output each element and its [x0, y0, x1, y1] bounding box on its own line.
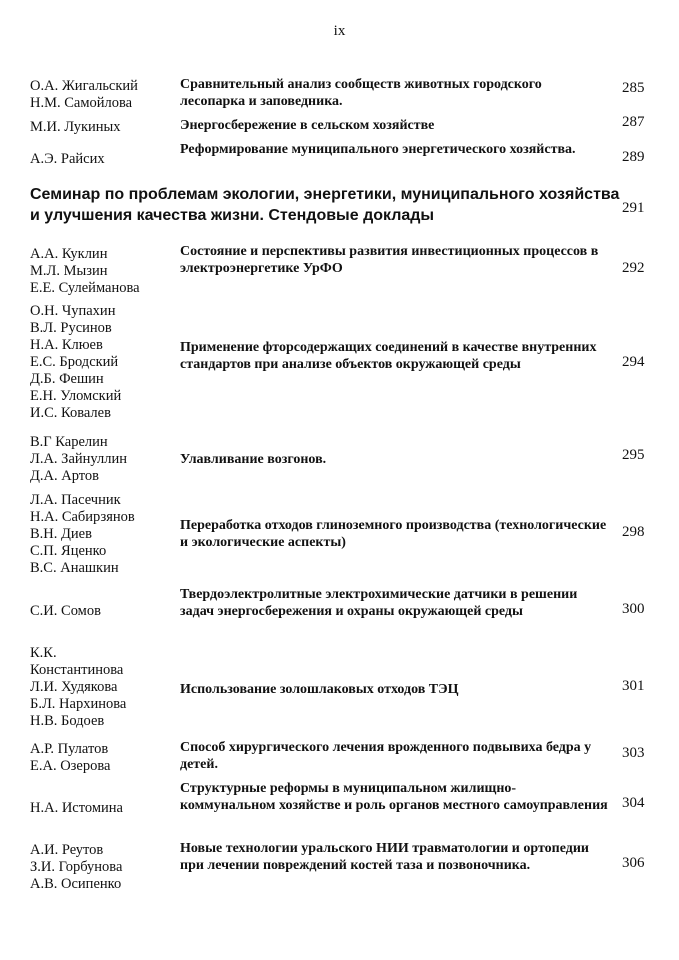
entry-authors [30, 246, 180, 297]
entry-authors [30, 78, 180, 112]
entry-title: Новые технологии уральского НИИ травматологии и ортопедии при лечении повреждений костей таза и позвоночника. [180, 841, 589, 873]
author-name: А.И. Реутов [30, 842, 104, 858]
entry-page: 295 [622, 447, 645, 463]
entry-title: Способ хирургического лечения врожденного подвывиха бедра у детей. [180, 740, 592, 772]
entry-authors [30, 842, 180, 893]
entry-title: Реформирование муниципального энергетического хозяйства. [180, 142, 576, 157]
author-name: В.Г Карелин [30, 434, 108, 450]
entry-page: 303 [622, 745, 645, 761]
author-name: А.Р. Пулатов [30, 741, 109, 757]
author-name: Н.М. Самойлова [30, 95, 133, 111]
author-name: Константинова [30, 662, 124, 678]
entry-page: 287 [622, 114, 645, 130]
entry-authors [30, 434, 180, 485]
author-name: А.Э. Райсих [30, 151, 105, 167]
entry-page: 306 [622, 855, 645, 871]
entry-title: Переработка отходов глиноземного производства (технологические и экологические аспекты) [180, 518, 607, 550]
entry-page: 300 [622, 601, 645, 617]
page-number: ix [333, 23, 346, 39]
author-name: Л.И. Худякова [30, 679, 118, 695]
author-name: Л.А. Зайнуллин [30, 451, 128, 467]
author-name: Д.А. Артов [30, 468, 100, 484]
entry-title: Состояние и перспективы развития инвестиционных процессов в электроэнергетике УрФО [180, 244, 599, 276]
entry-page: 285 [622, 80, 645, 96]
section-heading: Семинар по проблемам экологии, энергетики, муниципального хозяйства и улучшения качества жизни. Стендовые доклады [30, 186, 620, 224]
entry-page: 298 [622, 524, 645, 540]
author-name: Е.А. Озерова [30, 758, 111, 774]
section-page: 291 [622, 200, 645, 216]
author-name: В.С. Анашкин [30, 560, 119, 576]
entry-authors [30, 741, 180, 775]
author-name: Е.Н. Уломский [30, 388, 122, 404]
author-name: Д.Б. Фешин [30, 371, 104, 387]
entry-title: Улавливание возгонов. [180, 452, 327, 467]
entry-authors [30, 800, 180, 817]
entry-page: 289 [622, 149, 645, 165]
entry-title: Структурные реформы в муниципальном жилищно-коммунальном хозяйстве и роль органов местного самоуправления [180, 781, 608, 813]
author-name: Л.А. Пасечник [30, 492, 121, 508]
author-name: М.Л. Мызин [30, 263, 108, 279]
author-name: М.И. Лукиных [30, 119, 121, 135]
entry-authors [30, 303, 180, 422]
author-name: В.Л. Русинов [30, 320, 112, 336]
author-name: К.К. [30, 645, 57, 661]
author-name: Е.С. Бродский [30, 354, 119, 370]
author-name: З.И. Горбунова [30, 859, 123, 875]
entry-authors [30, 119, 180, 136]
entry-authors [30, 645, 180, 730]
author-name: С.И. Сомов [30, 603, 101, 619]
entry-page: 292 [622, 260, 645, 276]
entry-page: 304 [622, 795, 645, 811]
entry-title: Энергосбережение в сельском хозяйстве [180, 118, 435, 133]
author-name: Н.А. Клюев [30, 337, 103, 353]
author-name: О.А. Жигальский [30, 78, 138, 94]
entry-page: 301 [622, 678, 645, 694]
author-name: В.Н. Диев [30, 526, 92, 542]
author-name: Н.А. Истомина [30, 800, 123, 816]
entry-authors [30, 151, 180, 168]
entry-title: Твердоэлектролитные электрохимические датчики в решении задач энергосбережения и охраны окружающей среды [180, 587, 578, 619]
author-name: О.Н. Чупахин [30, 303, 116, 319]
author-name: И.С. Ковалев [30, 405, 111, 421]
entry-authors [30, 603, 180, 620]
author-name: Е.Е. Сулейманова [30, 280, 140, 296]
author-name: С.П. Яценко [30, 543, 107, 559]
entry-title: Применение фторсодержащих соединений в качестве внутренних стандартов при анализе объектов окружающей среды [180, 340, 597, 372]
author-name: Н.В. Бодоев [30, 713, 105, 729]
entry-page: 294 [622, 354, 645, 370]
author-name: Н.А. Сабирзянов [30, 509, 135, 525]
author-name: А.А. Куклин [30, 246, 108, 262]
entry-authors [30, 492, 180, 577]
author-name: Б.Л. Нархинова [30, 696, 127, 712]
author-name: А.В. Осипенко [30, 876, 122, 892]
entry-title: Использование золошлаковых отходов ТЭЦ [180, 682, 459, 697]
entry-title: Сравнительный анализ сообществ животных городского лесопарка и заповедника. [180, 77, 542, 109]
